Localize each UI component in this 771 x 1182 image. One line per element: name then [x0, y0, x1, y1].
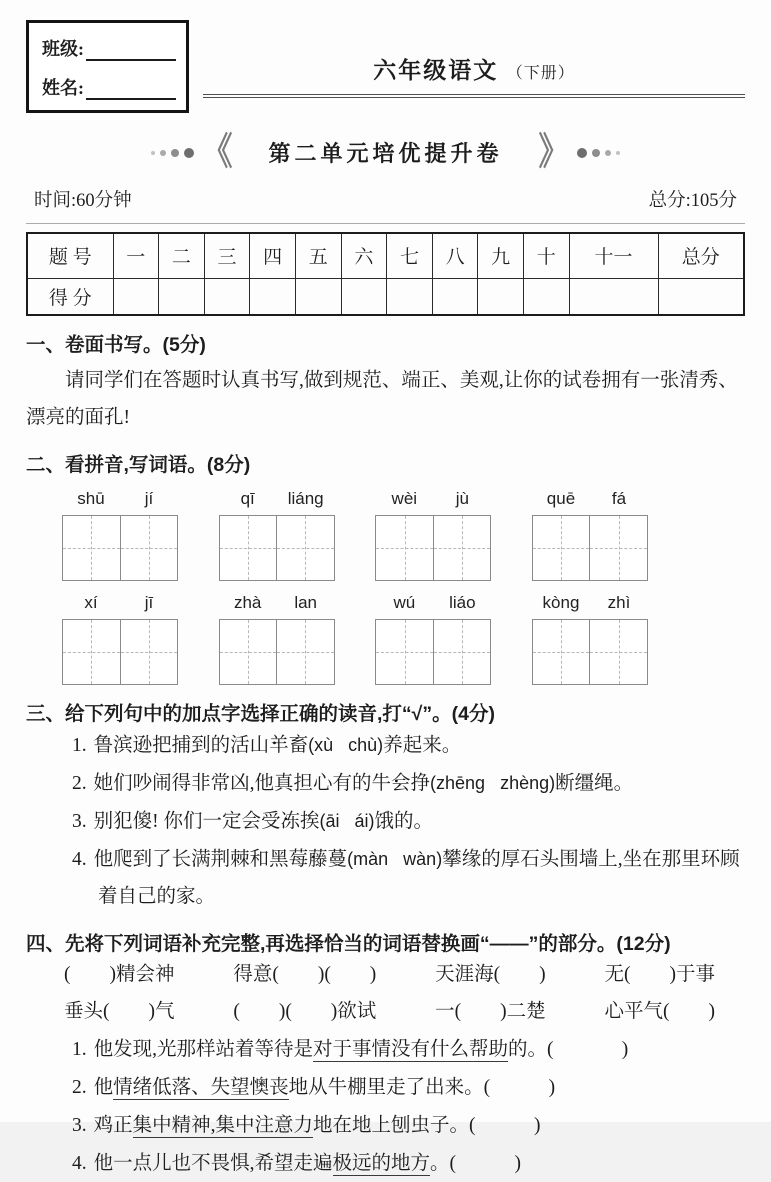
student-info-box: [26, 20, 189, 113]
writing-cell[interactable]: [220, 516, 277, 580]
pinyin-options[interactable]: (zhēng zhèng): [430, 773, 556, 793]
pinyin-unit: [219, 593, 335, 685]
score-cell[interactable]: [432, 278, 478, 315]
pinyin-syllable: fá: [611, 489, 627, 508]
score-cell[interactable]: [523, 278, 569, 315]
idiom-blank[interactable]: 天涯海( ): [435, 964, 546, 985]
section4-item-1: [26, 1031, 745, 1068]
pinyin-label: [62, 489, 178, 515]
header-cell: 总分: [658, 233, 744, 278]
meta-row: [26, 186, 745, 212]
paper-title: 第二单元培优提升卷: [268, 141, 503, 166]
pinyin-unit: [219, 489, 335, 581]
writing-cell[interactable]: [220, 620, 277, 684]
section4-heading: 四、先将下列词语补充完整,再选择恰当的词语替换画“——”的部分。(12分): [26, 933, 671, 955]
dotted-char: 挣 •: [411, 773, 431, 794]
book-title-text: 六年级语文: [373, 57, 499, 83]
separator-rule: [26, 223, 745, 224]
idiom-blank[interactable]: 垂头( )气: [64, 1001, 175, 1022]
writing-grid: [62, 619, 178, 685]
header-cell: 题 号: [27, 233, 113, 278]
pinyin-syllable: lan: [294, 593, 317, 612]
writing-cell[interactable]: [533, 620, 590, 684]
pinyin-label: [532, 593, 648, 619]
item-text: 他一点儿也不畏惧,希望走遍: [93, 1153, 333, 1174]
dotted-char: 畜 •: [289, 735, 309, 756]
volume-label: （下册）: [506, 65, 575, 82]
name-fill-line[interactable]: [86, 79, 176, 100]
pinyin-options[interactable]: (āi ái): [319, 811, 375, 831]
item-number: 1.: [72, 1039, 87, 1060]
class-fill-line[interactable]: [86, 40, 176, 61]
writing-cell[interactable]: [433, 620, 491, 684]
item-text: 地从牛棚里走了出来。: [288, 1077, 484, 1098]
pinyin-syllable: qī: [240, 489, 255, 508]
item-text: 鸡正: [93, 1115, 133, 1136]
idiom-fill-row-2: [26, 993, 745, 1030]
underlined-phrase: 情绪低落、失望懊丧: [113, 1077, 289, 1098]
section3-item-2: [26, 765, 745, 802]
answer-blank[interactable]: ( ): [547, 1039, 629, 1060]
writing-cell[interactable]: [276, 620, 334, 684]
writing-grid: [219, 619, 335, 685]
section1-body: 请同学们在答题时认真书写,做到规范、端正、美观,让你的试卷拥有一张清秀、漂亮的面孔!: [26, 370, 738, 428]
item-text: 饿的。: [374, 811, 434, 832]
book-title: [203, 52, 745, 85]
writing-cell[interactable]: [589, 620, 647, 684]
item-number: 1.: [72, 735, 87, 756]
pinyin-row-2: [26, 593, 745, 685]
idiom-fill-row-1: [26, 956, 745, 993]
idiom-blank[interactable]: 无( )于事: [604, 964, 715, 985]
double-rule: [203, 94, 745, 98]
pinyin-unit: [375, 593, 491, 685]
pinyin-row-1: [26, 489, 745, 581]
writing-cell[interactable]: [63, 516, 120, 580]
header-cell: 九: [478, 233, 524, 278]
writing-cell[interactable]: [433, 516, 491, 580]
section1-heading: 一、卷面书写。(5分): [26, 334, 206, 356]
writing-cell[interactable]: [589, 516, 647, 580]
score-cell[interactable]: [341, 278, 387, 315]
score-cell[interactable]: [478, 278, 524, 315]
item-text: 他发现,光那样站着等待是: [93, 1039, 314, 1060]
writing-grid: [62, 515, 178, 581]
dotted-char: 蔓 •: [328, 849, 348, 870]
left-bracket-icon: 《: [202, 131, 233, 173]
pinyin-syllable: quē: [546, 489, 576, 508]
idiom-blank[interactable]: 心平气( ): [604, 1001, 715, 1022]
class-label: 班级:: [42, 39, 84, 59]
underlined-phrase: 集中精神,集中注意力: [132, 1115, 314, 1136]
pinyin-label: [375, 593, 491, 619]
header-cell: 八: [432, 233, 478, 278]
header-cell: 十一: [569, 233, 658, 278]
name-label: 姓名:: [42, 78, 84, 98]
banner-dots-right: [577, 148, 620, 158]
idiom-blank[interactable]: ( )( )欲试: [233, 1001, 377, 1022]
pinyin-label: [219, 489, 335, 515]
pinyin-syllable: liáng: [287, 489, 324, 508]
writing-cell[interactable]: [376, 620, 433, 684]
time-limit: 时间:60分钟: [34, 191, 132, 211]
writing-cell[interactable]: [120, 620, 178, 684]
item-text: 鲁滨逊把捕到的活山羊: [93, 735, 289, 756]
pinyin-syllable: wèi: [391, 489, 418, 508]
pinyin-syllable: kòng: [542, 593, 580, 612]
score-cell[interactable]: [295, 278, 341, 315]
item-number: 4.: [72, 1153, 87, 1174]
writing-cell[interactable]: [533, 516, 590, 580]
item-text: 的。: [508, 1039, 548, 1060]
writing-grid: [375, 515, 491, 581]
name-row: [42, 74, 176, 100]
masthead: [203, 20, 745, 113]
header-cell: 十: [523, 233, 569, 278]
score-cell[interactable]: [387, 278, 433, 315]
pinyin-label: [62, 593, 178, 619]
score-cell[interactable]: [159, 278, 205, 315]
pinyin-label: [219, 593, 335, 619]
pinyin-syllable: xí: [84, 593, 98, 612]
item-number: 4.: [72, 849, 87, 870]
pinyin-syllable: zhà: [233, 593, 262, 612]
item-text: 他: [93, 1077, 114, 1098]
section3-item-1: [26, 727, 745, 764]
pinyin-syllable: jī: [144, 593, 154, 612]
pinyin-syllable: liáo: [449, 593, 476, 612]
paper-title-banner: [26, 131, 745, 173]
pinyin-unit: [532, 593, 648, 685]
score-cell[interactable]: [113, 278, 159, 315]
section4-item-2: [26, 1069, 745, 1106]
header-cell: 七: [387, 233, 433, 278]
item-text: 养起来。: [383, 735, 462, 756]
header-cell: 四: [250, 233, 296, 278]
underlined-phrase: 对于事情没有什么帮助: [313, 1039, 509, 1060]
item-text: 地在地上刨虫子。: [313, 1115, 470, 1136]
section4-item-3: [26, 1107, 745, 1144]
item-number: 2.: [72, 1077, 87, 1098]
pinyin-unit: [375, 489, 491, 581]
score-cell[interactable]: [569, 278, 658, 315]
item-text: 断缰绳。: [555, 773, 634, 794]
pinyin-unit: [62, 489, 178, 581]
pinyin-label: [375, 489, 491, 515]
header-cell: 六: [341, 233, 387, 278]
pinyin-syllable: zhì: [607, 593, 631, 612]
underlined-phrase: 极远的地方: [332, 1153, 431, 1174]
answer-blank[interactable]: ( ): [449, 1153, 522, 1174]
answer-blank[interactable]: ( ): [469, 1115, 541, 1136]
score-cell[interactable]: [204, 278, 250, 315]
score-table-score-row: [27, 278, 744, 315]
answer-blank[interactable]: ( ): [483, 1077, 556, 1098]
section4-item-4: [26, 1145, 745, 1182]
dotted-char: 挨 •: [300, 811, 320, 832]
header-cell: 三: [204, 233, 250, 278]
writing-grid: [532, 515, 648, 581]
idiom-blank[interactable]: ( )精会神: [64, 964, 175, 985]
writing-cell[interactable]: [276, 516, 334, 580]
pinyin-syllable: shū: [77, 489, 105, 508]
idiom-blank[interactable]: 得意( )( ): [233, 964, 377, 985]
writing-grid: [375, 619, 491, 685]
item-number: 3.: [72, 1115, 87, 1136]
header-cell: 一: [113, 233, 159, 278]
top-header: [26, 20, 745, 113]
item-text: 他爬到了长满荆棘和黑莓藤: [93, 849, 328, 870]
writing-grid: [219, 515, 335, 581]
pinyin-syllable: jù: [455, 489, 469, 508]
writing-cell[interactable]: [63, 620, 120, 684]
item-text: 她们吵闹得非常凶,他真担心有的牛会: [93, 773, 411, 794]
pinyin-unit: [532, 489, 648, 581]
section3-heading: 三、给下列句中的加点字选择正确的读音,打“√”。(4分): [26, 703, 495, 725]
header-cell: 二: [159, 233, 205, 278]
pinyin-label: [532, 489, 648, 515]
section3-item-4: [26, 841, 745, 915]
pinyin-options[interactable]: (màn wàn): [347, 849, 443, 869]
writing-cell[interactable]: [120, 516, 178, 580]
banner-dots-left: [151, 148, 194, 158]
pinyin-syllable: jí: [144, 489, 154, 508]
writing-cell[interactable]: [376, 516, 433, 580]
writing-grid: [532, 619, 648, 685]
total-score: 总分:105分: [648, 191, 737, 211]
item-text: 。: [430, 1153, 450, 1174]
item-text: 攀缘的厚石头围墙上,坐在那里环顾着自己的家。: [98, 849, 740, 907]
class-row: [42, 35, 176, 61]
pinyin-options[interactable]: (xù chù): [308, 735, 384, 755]
pinyin-syllable: wú: [393, 593, 416, 612]
item-number: 2.: [72, 773, 87, 794]
idiom-blank[interactable]: 一( )二楚: [435, 1001, 546, 1022]
score-cell[interactable]: [658, 278, 744, 315]
section3-item-3: [26, 803, 745, 840]
pinyin-unit: [62, 593, 178, 685]
score-cell[interactable]: [250, 278, 296, 315]
score-label-cell: 得 分: [27, 278, 113, 315]
item-number: 3.: [72, 811, 87, 832]
section2-heading: 二、看拼音,写词语。(8分): [26, 454, 251, 476]
item-text: 别犯傻! 你们一定会受冻: [93, 811, 300, 832]
score-table: [26, 232, 745, 316]
header-cell: 五: [295, 233, 341, 278]
score-table-header-row: [27, 233, 744, 278]
right-bracket-icon: 》: [538, 131, 569, 173]
